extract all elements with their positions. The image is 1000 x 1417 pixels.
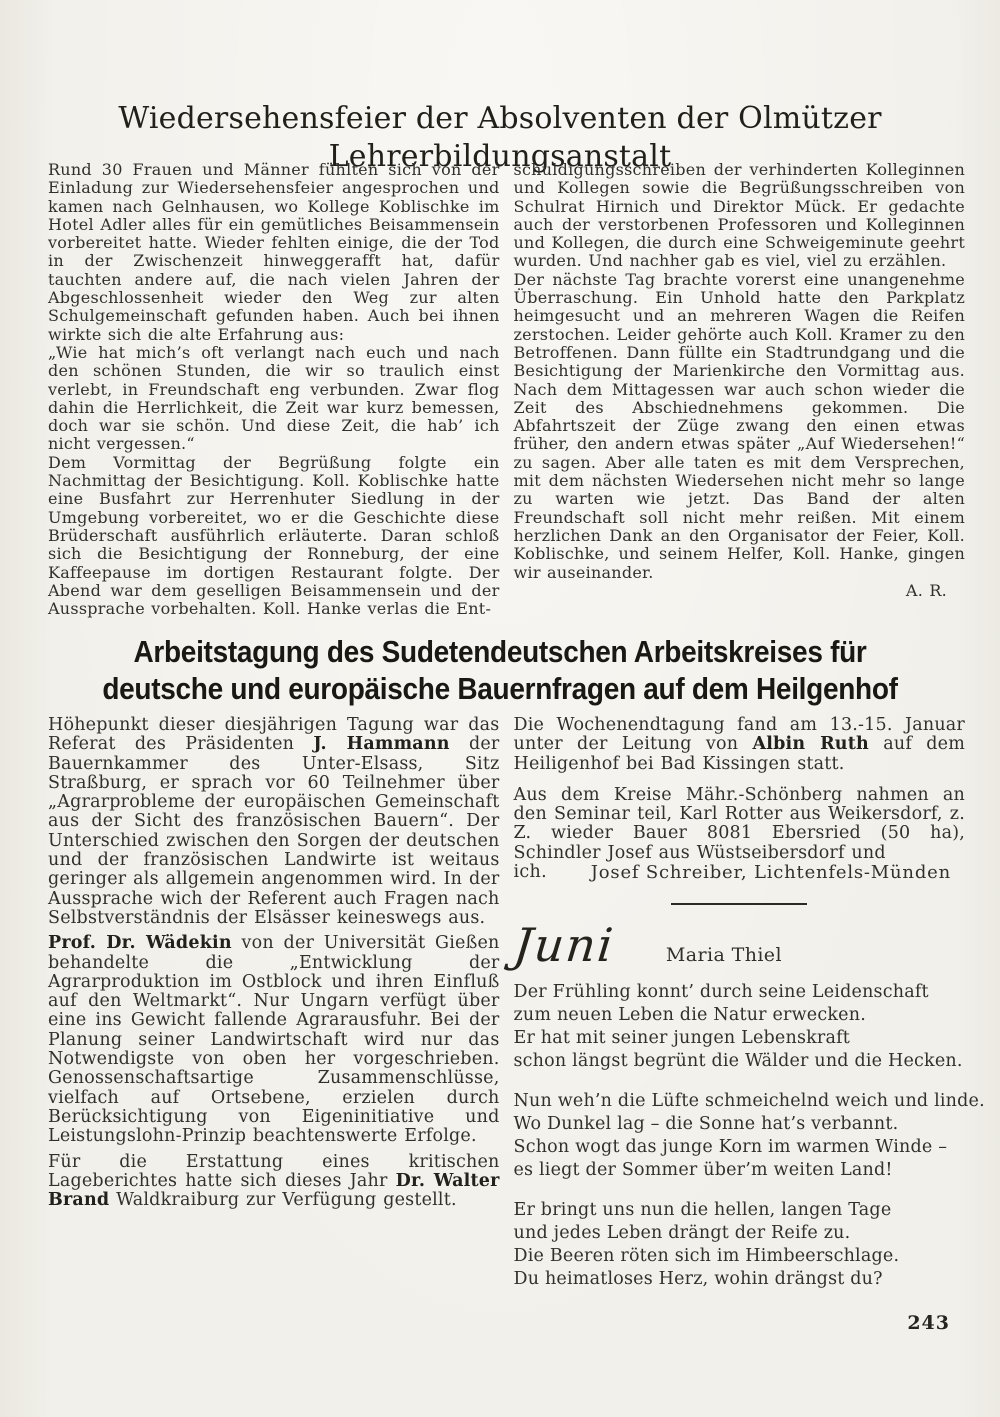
page-number: 243 (907, 1312, 950, 1334)
bold-name: Dr. Walter Brand (48, 1170, 500, 1211)
poem-line: und jedes Leben drängt der Reife zu. (513, 1223, 851, 1244)
text-run: Für die Erstattung eines kritischen Lageberichtes hatte sich dieses Jahr (48, 1151, 500, 1191)
paragraph (48, 716, 500, 928)
poem-title: Juni (510, 918, 617, 973)
bold-name: Albin Ruth (752, 734, 869, 755)
paragraph: „Wie hat mich’s oft verlangt nach euch und nach den schönen Stunden, die wir so traulich einst verlebt, in Freundschaft eng verbunden. Zwar flog dahin die Herrlichkeit, die Zeit war kurz bemessen, doch war sie schön. Und diese Zeit, die hab’ ich nicht vergessen.“ (48, 342, 500, 454)
article1-body (48, 161, 965, 618)
section-divider (671, 903, 807, 905)
paragraph: Aus dem Kreise Mähr.-Schönberg nahmen an den Seminar teil, Karl Rotter aus Weikersdorf, z. Z. wieder Bauer 8081 Ebersried (50 ha), Schindler Josef aus Wüstseibersdorf und (513, 784, 965, 863)
text-run: Die Wochenendtagung fand am 13.-15. Januar unter der Leitung von (513, 715, 965, 755)
article1-title-line2: Lehrerbildungsanstalt (328, 139, 672, 175)
article1-left-column (48, 161, 500, 618)
poem-stanza-2 (513, 1090, 985, 1182)
article2-signature: Josef Schreiber, Lichtenfels-Münden (590, 862, 951, 884)
poem-line: es liegt der Sommer über’m weiten Land! (513, 1160, 893, 1181)
article2-title-line2: deutsche und europäische Bauernfragen auf dem Heilgenhof (102, 671, 898, 706)
article1-right-column (514, 161, 966, 618)
paragraph: schuldigungsschreiben der verhinderten Kolleginnen und Kollegen sowie die Begrüßungsschreiben von Schulrat Hirnich und Direktor Mück. Er gedachte auch der verstorbenen Professoren und Kolleginnen und Kollegen, die durch eine Schweigeminute geehrt wurden. Und nachher gab es viel, viel zu erzählen. (513, 160, 965, 271)
paragraph (48, 1153, 500, 1211)
article2-title-line1: Arbeitstagung des Sudetendeutschen Arbeitskreises für (133, 634, 867, 669)
poem-stanza-3 (514, 1199, 966, 1291)
bold-name: Prof. Dr. Wädekin (48, 933, 232, 954)
paragraph: Rund 30 Frauen und Männer fühlten sich von der Einladung zur Wiedersehensfeier angesprochen und kamen nach Gelnhausen, wo Kollege Koblischke im Hotel Adler alles für ein gemütliches Beisammensein vorbereitet hatte. Wieder fehlten einige, die der Tod in der Zwischenzeit hinweggerafft hat, dafür tauchten andere auf, die nach vielen Jahren der Abgeschlossenheit wieder den Weg zur alten Schulgemeinschaft gefunden haben. Auch bei ihnen wirkte sich die alte Erfahrung aus: (48, 160, 500, 344)
article2-right-column (510, 715, 985, 1308)
poem-line: Schon wogt das junge Korn im warmen Winde – (513, 1137, 948, 1158)
poem-line: Du heimatloses Herz, wohin drängst du? (513, 1269, 883, 1290)
poem-line: Er bringt uns nun die hellen, langen Tage (513, 1200, 892, 1221)
article1-signature: A. R. (905, 580, 947, 600)
poem-line: Nun weh’n die Lüfte schmeichelnd weich und linde. (513, 1091, 985, 1112)
paragraph (48, 934, 500, 1146)
poem-author: Maria Thiel (665, 944, 782, 967)
poem-line: Er hat mit seiner jungen Lebenskraft (513, 1028, 851, 1049)
text-run: Höhepunkt dieser diesjährigen Tagung war das Referat des Präsidenten (48, 715, 500, 755)
article2-body (48, 715, 985, 1308)
poem-stanza-1 (514, 981, 966, 1073)
article2-left-column (48, 716, 500, 1308)
poem-line: Wo Dunkel lag – die Sonne hat’s verbannt. (513, 1114, 899, 1135)
text-run: ich. (513, 862, 547, 883)
poem-line: zum neuen Leben die Natur erwecken. (513, 1005, 866, 1026)
poem-header (510, 918, 966, 973)
poem-line: Der Frühling konnt’ durch seine Leidenschaft (513, 982, 929, 1003)
text-run: von der Universität Gießen behandelte die „Entwicklung der Agrarproduktion im Ostblock und ihren Einfluß auf den Weltmarkt“. Nur Ungarn verfügt über eine ins Gewicht fallende Agrarausfuhr. Bei der Planung seiner Landwirtschaft wird nur das Notwendigste von oben her vorgeschrieben. Genossenschaftsartige Zusammenschlüsse, vielfach auf Ortsebene, erzielen durch Berücksichtigung von Eigeninitiative und Leistungslohn-Prinzip beachtenswerte Erfolge. (48, 933, 500, 1147)
article1-title-line1: Wiedersehensfeier der Absolventen der Olmützer (118, 101, 882, 137)
paragraph: Dem Vormittag der Begrüßung folgte ein Nachmittag der Besichtigung. Koll. Koblischke hatte eine Busfahrt zur Herrenhuter Siedlung in der Umgebung vorbereitet, wo er die Geschichte diese Brüderschaft ausführlich erläuterte. Daran schloß sich die Besichtigung der Ronneburg, der eine Kaffeepause im dortigen Restaurant folgte. Der Abend war dem geselligen Beisammensein und der Aussprache vorbehalten. Koll. Hanke verlas die Ent- (48, 452, 500, 619)
poem-line: Die Beeren röten sich im Himbeerschlage. (513, 1246, 900, 1267)
paragraph: Der nächste Tag brachte vorerst eine unangenehme Überraschung. Ein Unhold hatte den Parkplatz heimgesucht und an mehreren Wagen die Reifen zerstochen. Leider gehörte auch Koll. Kramer zu den Betroffenen. Dann füllte ein Stadtrundgang und die Besichtigung der Marienkirche den Vormittag aus. Nach dem Mittagessen war auch schon wieder die Zeit des Abschiednehmens gekommen. Die Abfahrtszeit der Züge zwang den einen etwas früher, den andern etwas später „Auf Wiedersehen!“ zu sagen. Aber alle taten es mit dem Versprechen, mit dem nächsten Wiedersehen nicht mehr so lange zu warten wie jetzt. Das Band der alten Freundschaft soll nicht mehr reißen. Mit einem herzlichen Dank an den Organisator der Feier, Koll. Koblischke, und seinem Helfer, Koll. Hanke, gingen wir auseinander. (513, 269, 965, 582)
text-run: der Bauernkammer des Unter-Elsass, Sitz Straßburg, er sprach vor 60 Teilnehmer über „Agrarprobleme der europäischen Gemeinschaft aus der Sicht des französischen Bauern“. Der Unterschied zwischen den Sorgen der deutschen und der französischen Landwirte ist weitaus geringer als allgemein angenommen wird. In der Aussprache wich der Referent auch Fragen nach Selbstverständnis der Elsässer keineswegs aus. (48, 734, 500, 928)
bold-name: J. Hammann (313, 734, 450, 755)
poem-line: schon längst begrünt die Wälder und die Hecken. (513, 1051, 963, 1072)
article2-title (0, 633, 1000, 707)
article2-signature-line (514, 863, 966, 882)
text-run: auf dem Heiligenhof bei Bad Kissingen statt. (513, 734, 966, 774)
text-run: Waldkraiburg zur Verfügung gestellt. (109, 1190, 457, 1211)
paragraph (514, 716, 966, 774)
